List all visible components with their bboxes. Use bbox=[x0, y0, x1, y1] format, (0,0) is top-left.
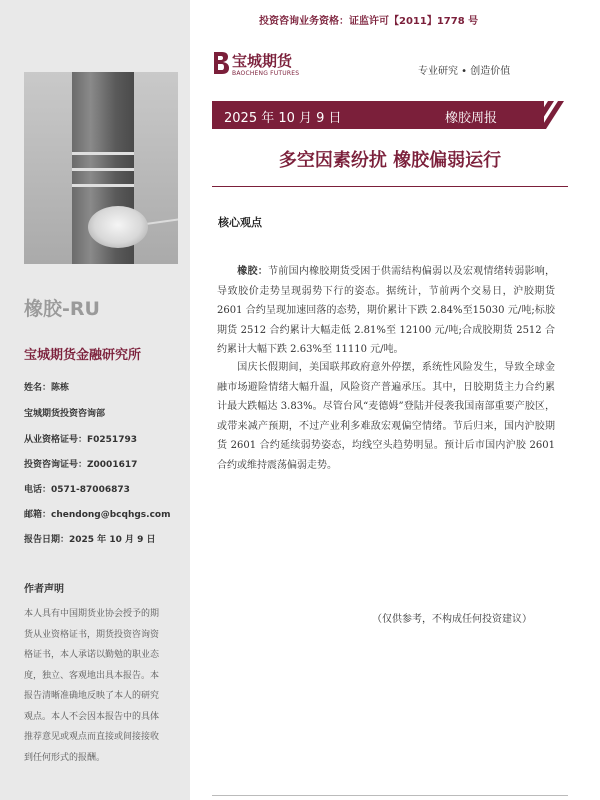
paragraph-text: 节前国内橡胶期货受困于供需结构偏弱以及宏观情绪转弱影响，导致胶价走势呈现弱势下行的姿态。据统计，节前两个交易日，沪胶期货 2601 合约呈现加速回落的态势，期价累计下跌 2.84%至15030 元/吨;标胶期货 2512 合约累计大幅走低 2.81%至 12100 元/吨;合成胶期货 2512 合约累计大幅下跌 2.63%至 11110 元/吨。 bbox=[217, 266, 556, 355]
report-type: 橡胶周报 bbox=[445, 111, 498, 126]
paragraph-rubber bbox=[217, 262, 555, 360]
paragraph-text: 国庆长假期间，美国联邦政府意外停摆，系统性风险发生，导致全球金融市场避险情绪大幅升温，风险资产普遍承压。其中，日胶期货主力合约累计最大跌幅达 3.83%。尽管台风“麦德姆”登陆并侵袭我国南部重要产胶区，或带来减产预期，不过产业利多难敌宏观偏空情绪。节后归来，国内沪胶期货 2601 合约延续弱势姿态，均线空头趋势明显。预计后市国内沪胶 2601 合约或维持震荡偏弱走势。 bbox=[217, 362, 555, 471]
rubber-tree-photo bbox=[24, 72, 178, 264]
headline-divider bbox=[212, 186, 568, 187]
license-line: 投资咨询业务资格：证监许可【2011】1778 号 bbox=[259, 16, 479, 27]
latex-cup bbox=[88, 206, 148, 248]
paragraph-macro bbox=[217, 358, 555, 475]
phone: 电话：0571-87006873 bbox=[24, 485, 130, 495]
section-title-core-views: 核心观点 bbox=[218, 216, 262, 229]
advisory-license: 投资咨询证号：Z0001617 bbox=[24, 460, 138, 470]
tap-cut bbox=[72, 152, 134, 155]
company-logo-english: BAOCHENG FUTURES bbox=[232, 70, 300, 77]
sidebar bbox=[0, 0, 190, 800]
email: 邮箱：chendong@bcqhgs.com bbox=[24, 510, 171, 520]
paragraph-lead: 橡胶： bbox=[237, 266, 269, 277]
company-logo-icon bbox=[212, 50, 230, 76]
tap-cut bbox=[72, 184, 134, 187]
slogan: 专业研究 • 创造价值 bbox=[418, 66, 511, 77]
practitioner-license: 从业资格证号：F0251793 bbox=[24, 435, 137, 445]
report-headline: 多空因素纷扰 橡胶偏弱运行 bbox=[278, 150, 502, 171]
report-date: 报告日期：2025 年 10 月 9 日 bbox=[24, 535, 156, 545]
tap-cut bbox=[72, 168, 134, 171]
product-code: 橡胶-RU bbox=[24, 298, 100, 320]
author-name: 姓名：陈栋 bbox=[24, 383, 70, 393]
company-logo-name: 宝城期货 bbox=[232, 52, 293, 70]
banner-stripes bbox=[518, 101, 568, 129]
report-date-banner: 2025 年 10 月 9 日 bbox=[224, 111, 342, 126]
declaration-body: 本人具有中国期货业协会授予的期货从业资格证书，期货投资咨询资格证书，本人承诺以勤勉的职业态度，独立、客观地出具本报告。本报告清晰准确地反映了本人的研究观点。本人不会因本报告中的具体推荐意见或观点而直接或间接接收到任何形式的报酬。 bbox=[24, 609, 160, 763]
author-department: 宝城期货投资咨询部 bbox=[24, 409, 106, 419]
declaration-title: 作者声明 bbox=[24, 584, 64, 595]
disclaimer: （仅供参考，不构成任何投资建议） bbox=[372, 614, 532, 625]
footer-divider bbox=[212, 795, 568, 796]
institute-name: 宝城期货金融研究所 bbox=[24, 348, 142, 363]
